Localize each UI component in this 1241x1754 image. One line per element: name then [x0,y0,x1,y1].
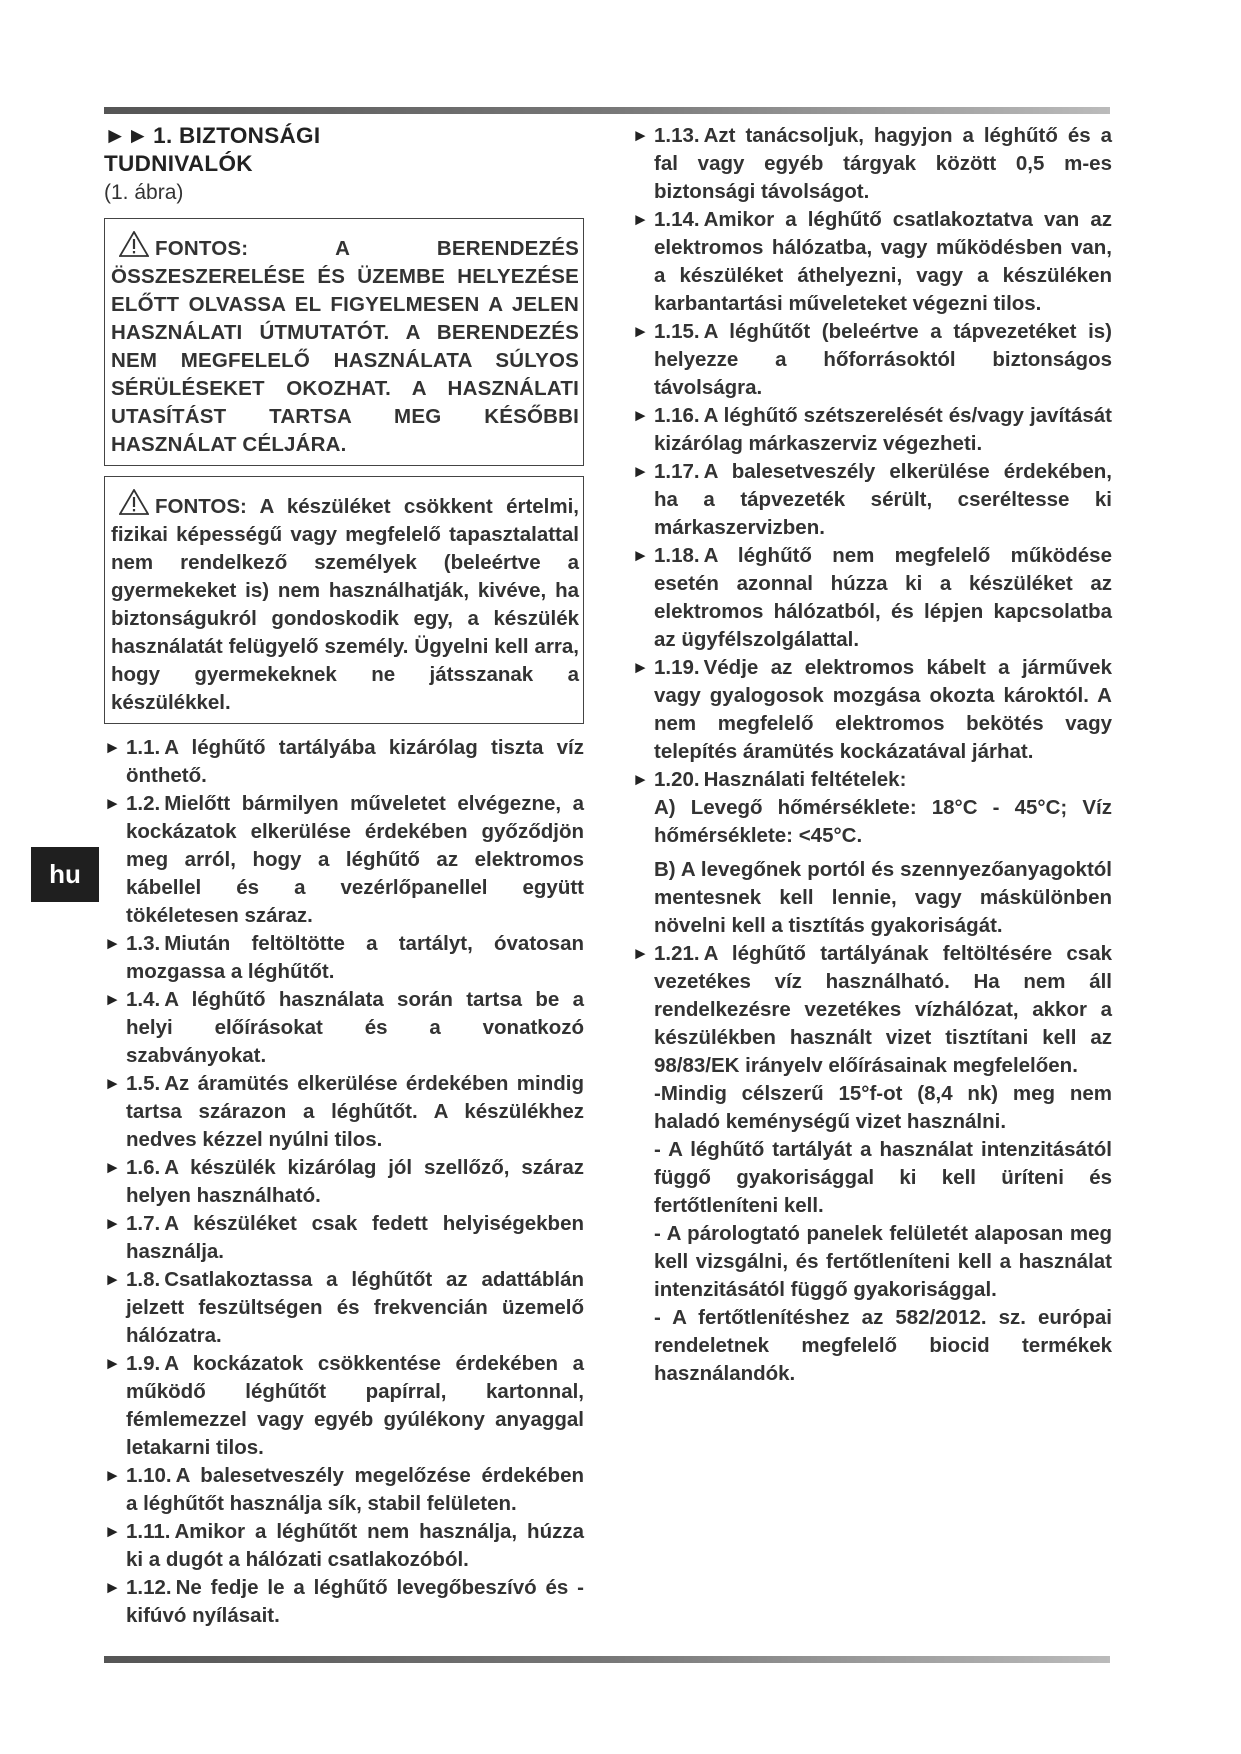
heading-line2: TUDNIVALÓK [104,151,253,176]
list-item-1-16 [632,402,1112,458]
item-number: 1.3. [126,932,161,955]
bullet-arrow-icon: ► [632,406,649,425]
warning-triangle-icon [119,231,149,257]
item-body [126,1210,584,1266]
item-text: A készüléket csak fedett helyiségekben használja. [126,1212,584,1263]
bullet-arrow-icon: ► [632,462,649,481]
list-item-1-17 [632,458,1112,542]
list-item-1-7 [104,1210,584,1266]
bullet-arrow-icon: ► [104,1214,121,1233]
item-number: 1.19. [654,656,700,679]
item-body [126,1350,584,1462]
item-body [654,318,1112,402]
list-item-1-20 [632,766,1112,940]
item-text: A léghűtő tartályának feltöltésére csak vezetékes víz használható. Ha nem áll rendelkezésre vezetékes vízhálózat, akkor a készülékben használt vizet tisztítani kell az 98/83/EK irányelv előírásainak megfelelően. [654,942,1112,1077]
list-item-1-4 [104,986,584,1070]
list-item-1-1 [104,734,584,790]
item-number: 1.4. [126,988,161,1011]
figure-reference: (1. ábra) [104,181,184,204]
item-number: 1.15. [654,320,700,343]
list-item-1-9 [104,1350,584,1462]
item-body [126,1070,584,1154]
section-heading [104,122,584,178]
heading-arrows: ►► [104,123,150,148]
item-text: A balesetveszély megelőzése érdekében a léghűtőt használja sík, stabil felületen. [126,1464,584,1515]
item-number: 1.16. [654,404,700,427]
list-item-1-19 [632,654,1112,766]
item-number: 1.6. [126,1156,161,1179]
language-tab: hu [31,847,99,902]
list-item-1-18 [632,542,1112,654]
bottom-rule [104,1656,1110,1663]
heading-line1: 1. BIZTONSÁGI [153,123,321,148]
item-number: 1.10. [126,1464,172,1487]
list-item-1-14 [632,206,1112,318]
list-item-1-8 [104,1266,584,1350]
item-text: Miután feltöltötte a tartályt, óvatosan mozgassa a léghűtőt. [126,932,584,983]
bullet-arrow-icon: ► [104,1466,121,1485]
item-body [126,1154,584,1210]
item-text: Mielőtt bármilyen műveletet elvégezne, a kockázatok elkerülése érdekében győződjön meg arról, hogy a léghűtő az elektromos kábellel és a vezérlőpanellel együtt tökéletesen száraz. [126,792,584,927]
condition-b: B) A levegőnek portól és szennyezőanyagoktól mentesnek kell lennie, vagy máskülönben növelni kell a tisztítás gyakoriságát. [654,858,1112,937]
warning-box-2 [104,476,584,724]
bullet-arrow-icon: ► [104,1074,121,1093]
list-item-1-12 [104,1574,584,1630]
bullet-arrow-icon: ► [632,658,649,677]
item-number: 1.1. [126,736,161,759]
item-text: A léghűtő szétszerelését és/vagy javítását kizárólag márkaszerviz végezheti. [654,404,1112,455]
item-text: Az áramütés elkerülése érdekében mindig tartsa szárazon a léghűtőt. A készülékhez nedves kézzel nyúlni tilos. [126,1072,584,1151]
list-item-1-21 [632,940,1112,1388]
item-number: 1.9. [126,1352,161,1375]
water-bullet-3: - A párologtató panelek felületét alaposan meg kell vizsgálni, és fertőtleníteni kell a használat intenzitásától függő gyakorisággal. [654,1222,1112,1301]
bullet-arrow-icon: ► [632,126,649,145]
item-body [654,654,1112,766]
list-item-1-15 [632,318,1112,402]
list-item-1-5 [104,1070,584,1154]
bullet-arrow-icon: ► [104,794,121,813]
item-text: Csatlakoztassa a léghűtőt az adattáblán jelzett feszültségen és frekvencián üzemelő hálózatra. [126,1268,584,1347]
item-text: A léghűtő használata során tartsa be a helyi előírásokat és a vonatkozó szabványokat. [126,988,584,1067]
item-number: 1.21. [654,942,700,965]
item-number: 1.20. [654,768,700,791]
left-item-list [104,734,584,1630]
list-item-1-13 [632,122,1112,206]
top-rule [104,107,1110,114]
bullet-arrow-icon: ► [104,1578,121,1597]
item-body [654,206,1112,318]
item-body [126,734,584,790]
list-item-1-2 [104,790,584,930]
water-bullet-1: -Mindig célszerű 15°f-ot (8,4 nk) meg nem haladó keménységű vizet használni. [654,1082,1112,1133]
item-number: 1.2. [126,792,161,815]
item-number: 1.8. [126,1268,161,1291]
item-text: Használati feltételek: [703,768,907,791]
bullet-arrow-icon: ► [104,738,121,757]
item-number: 1.17. [654,460,700,483]
item-number: 1.12. [126,1576,172,1599]
warning-triangle-icon [119,489,149,515]
item-text: Amikor a léghűtő csatlakoztatva van az elektromos hálózatba, vagy működésben van, a készüléket áthelyezni, vagy a készüléken karbantartási műveleteket végezni tilos. [654,208,1112,315]
item-number: 1.14. [654,208,700,231]
item-body [126,1518,584,1574]
item-number: 1.5. [126,1072,161,1095]
item-body [654,458,1112,542]
bullet-arrow-icon: ► [104,1158,121,1177]
list-item-1-3 [104,930,584,986]
bullet-arrow-icon: ► [104,934,121,953]
item-text: A léghűtő tartályába kizárólag tiszta víz önthető. [126,736,584,787]
bullet-arrow-icon: ► [632,770,649,789]
item-number: 1.13. [654,124,700,147]
list-item-1-10 [104,1462,584,1518]
item-text: Azt tanácsoljuk, hagyjon a léghűtő és a fal vagy egyéb tárgyak között 0,5 m-es biztonsági távolságot. [654,124,1112,203]
item-number: 1.7. [126,1212,161,1235]
bullet-arrow-icon: ► [632,322,649,341]
item-body [126,1574,584,1630]
item-text: A kockázatok csökkentése érdekében a működő léghűtőt papírral, kartonnal, fémlemezzel vagy egyéb gyúlékony anyaggal letakarni tilos. [126,1352,584,1459]
item-body [654,542,1112,654]
item-number: 1.18. [654,544,700,567]
bullet-arrow-icon: ► [104,1270,121,1289]
right-item-list [632,122,1112,766]
bullet-arrow-icon: ► [104,1522,121,1541]
bullet-arrow-icon: ► [104,990,121,1009]
item-body [654,766,1112,940]
bullet-arrow-icon: ► [632,944,649,963]
item-text: A balesetveszély elkerülése érdekében, ha a tápvezeték sérült, cseréltesse ki márkaszervizben. [654,460,1112,539]
item-body [126,1266,584,1350]
item-text: A készülék kizárólag jól szellőző, száraz helyen használható. [126,1156,584,1207]
bullet-arrow-icon: ► [632,546,649,565]
warning-box-1 [104,218,584,466]
item-text: Védje az elektromos kábelt a járművek vagy gyalogosok mozgása okozta károktól. A nem megfelelő elektromos bekötés vagy telepítés áramütés kockázatával járhat. [654,656,1112,763]
item-text: A léghűtőt (beleértve a tápvezetéket is) helyezze a hőforrásoktól biztonságos távolságra. [654,320,1112,399]
water-bullet-2: - A léghűtő tartályát a használat intenzitásától függő gyakorisággal ki kell üríteni és fertőtleníteni kell. [654,1138,1112,1217]
item-text: A léghűtő nem megfelelő működése esetén azonnal húzza ki a készüléket az elektromos hálózatból, és lépjen kapcsolatba az ügyfélszolgálattal. [654,544,1112,651]
bullet-arrow-icon: ► [104,1354,121,1373]
bullet-arrow-icon: ► [632,210,649,229]
item-text: Amikor a léghűtőt nem használja, húzza ki a dugót a hálózati csatlakozóból. [126,1520,584,1571]
right-column [632,122,1112,1388]
item-number: 1.11. [126,1520,171,1543]
water-bullet-4: - A fertőtlenítéshez az 582/2012. sz. európai rendeletnek megfelelő biocid termékek használandók. [654,1306,1112,1385]
item-text: Ne fedje le a léghűtő levegőbeszívó és -kifúvó nyílásait. [126,1576,584,1627]
left-column [104,122,584,1630]
item-body [126,986,584,1070]
item-body [654,940,1112,1388]
list-item-1-6 [104,1154,584,1210]
warning-1-text: FONTOS: A BERENDEZÉS ÖSSZESZERELÉSE ÉS ÜZEMBE HELYEZÉSE ELŐTT OLVASSA EL FIGYELMESEN A JELEN HASZNÁLATI ÚTMUTATÓT. A BERENDEZÉS NEM MEGFELELŐ HASZNÁLATA SÚLYOS SÉRÜLÉSEKET OKOZHAT. A HASZNÁLATI UTASÍTÁST TARTSA MEG KÉSŐBBI HASZNÁLAT CÉLJÁRA. [111,237,579,456]
list-item-1-11 [104,1518,584,1574]
warning-2-text: FONTOS: A készüléket csökkent értelmi, fizikai képességű vagy megfelelő tapasztalattal nem rendelkező személyek (beleértve a gyermekeket is) nem használhatják, kivéve, ha biztonságukról gondoskodik egy, a készülék használatát felügyelő személy. Ügyelni kell arra, hogy gyermekeknek ne játsszanak a készülékkel. [111,495,579,714]
item-body [654,402,1112,458]
item-body [126,1462,584,1518]
condition-a: A) Levegő hőmérséklete: 18°C - 45°C; Víz hőmérséklete: <45°C. [654,796,1112,847]
item-body [126,930,584,986]
item-body [126,790,584,930]
item-body [654,122,1112,206]
